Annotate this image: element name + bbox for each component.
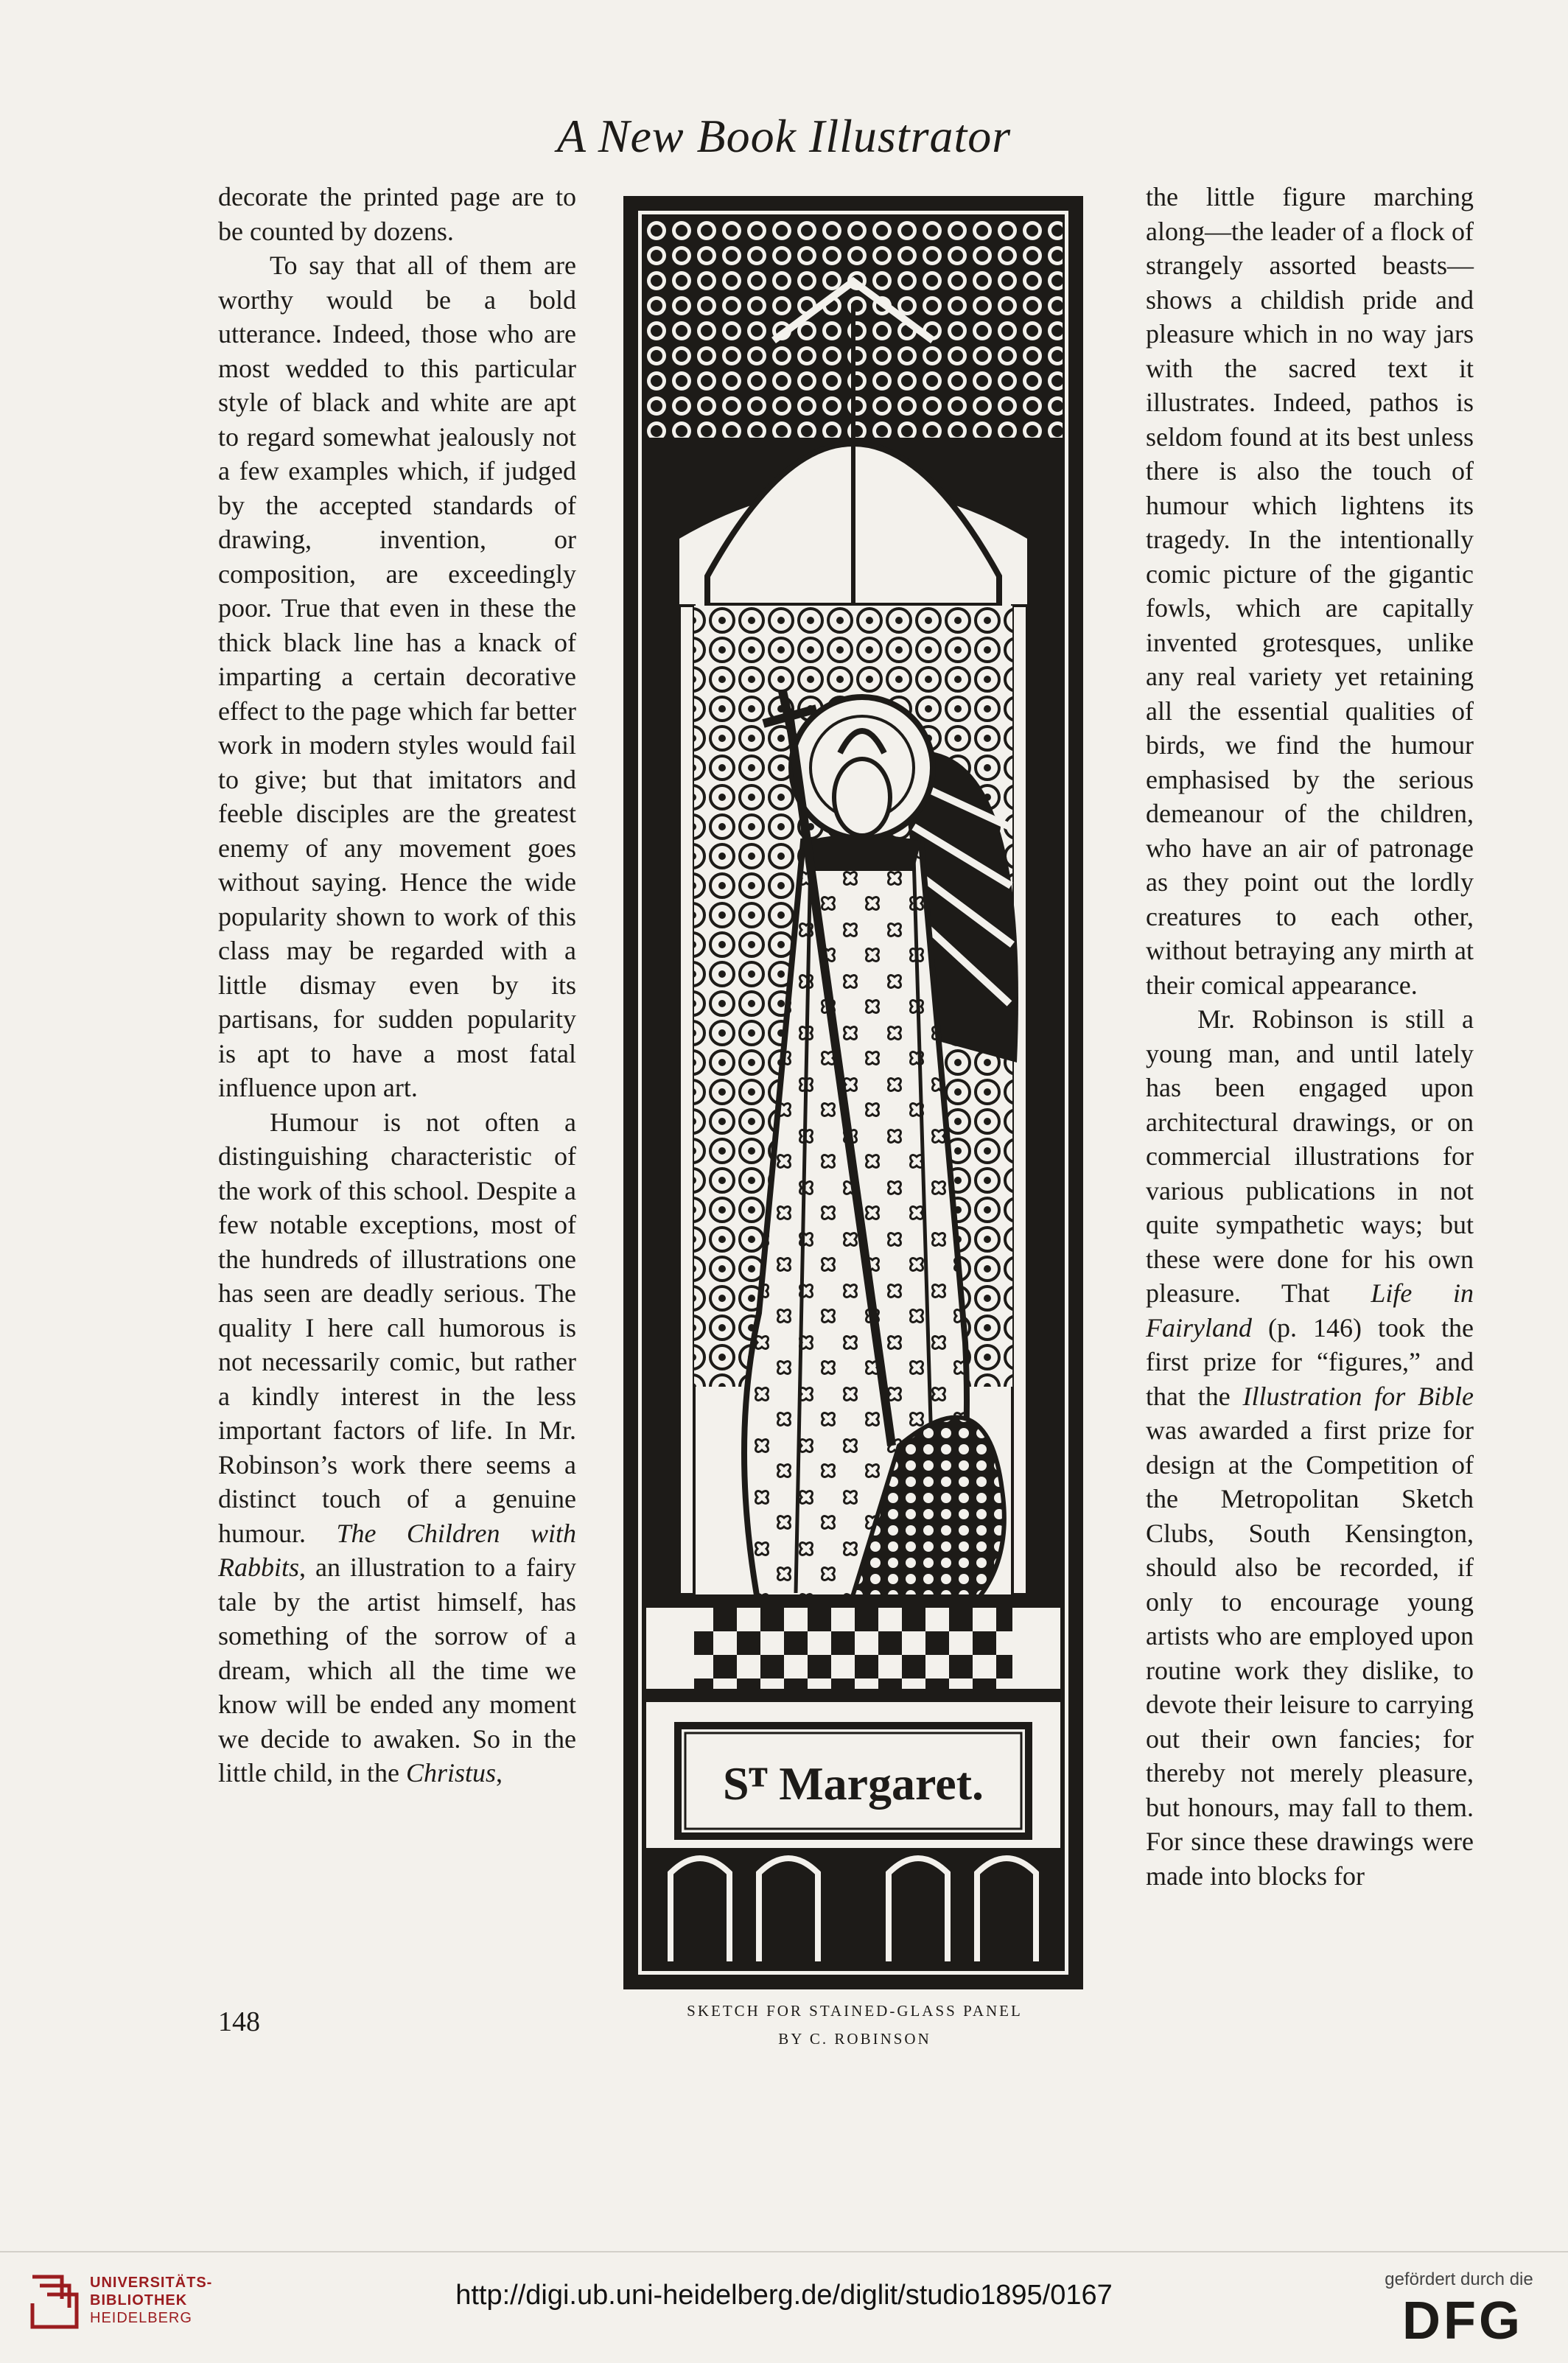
funding-note: gefördert durch die [1385, 2269, 1533, 2289]
stained-glass-panel-illustration [619, 193, 1088, 1992]
page-number: 148 [218, 2006, 260, 2037]
library-line2: BIBLIOTHEK [90, 2292, 188, 2308]
running-head: A New Book Illustrator [556, 110, 1012, 162]
plate-inscription: Sᵀ Margaret. [722, 1757, 984, 1810]
text-run: was awarded a first prize for design at the Competition of the Metropolitan Sketch Clubs, South Kensington, should also be recorded, if only to encourage young artists who are employed upon routine work they dislike, to devote their leisure to carrying out their own fancies; for thereby not merely pleasure, but honours, may fall to them. For since these drawings were made into blocks for [1146, 1415, 1474, 1891]
text-run: the little figure marching along—the leader of a flock of strangely assorted beasts—shows a childish pride and pleasure which in no way jars with the sacred text it illustrates. Indeed, pathos is seldom found at its best unless there is also the touch of humour which lightens its tragedy. In the intentionally comic picture of the gigantic fowls, which are capitally invented grotesques, unlike any real variety yet retaining all the essential qualities of birds, we find the humour emphasised by the serious demeanour of the children, who have an air of patronage as they point out the lordly creatures to each other, without betraying any mirth at their comical appearance. [1146, 182, 1474, 1000]
text-run: To say that all of them are worthy would be a bold utterance. Indeed, those who are most wedded to this particular style of black and white are apt to regard somewhat jealously not a few examples which, if judged by the accepted standards of drawing, invention, or composition, are exceedingly poor. True that even in these the thick black line has a knack of imparting a certain decorative effect to the page which far better work in modern styles would fail to give; but that imitators and feeble disciples are the greatest enemy of any movement goes without saying. Hence the wide popularity shown to work of this class may be regarded with a little dismay even by its partisans, for sudden popularity is apt to have a most fatal influence upon art. [218, 251, 576, 1102]
library-line3: HEIDELBERG [90, 2310, 192, 2326]
body-paragraph [218, 180, 576, 248]
text-run: , an illustration to a fairy tale by the artist himself, has something of the sorrow of a dream, which all the time we know will be ended any moment we decide to awaken. So in the little child, in the [218, 1552, 576, 1788]
text-run: decorate the printed page are to be counted by dozens. [218, 182, 576, 246]
text-run: Mr. Robinson is still a young man, and until lately has been engaged upon architectural drawings, or on commercial illustrations for various publications in not quite sympathetic ways; but these were done for his own pleasure. That [1146, 1004, 1474, 1308]
library-line1: UNIVERSITÄTS- [90, 2275, 213, 2291]
caption-credit: BY C. ROBINSON [778, 2030, 931, 2048]
dfg-logo-text: DFG [1402, 2296, 1523, 2343]
italic-title: Christus [405, 1758, 496, 1788]
permalink-url[interactable]: http://digi.ub.uni-heidelberg.de/diglit/studio1895/0167 [455, 2280, 1113, 2311]
caption-title: SKETCH FOR STAINED-GLASS PANEL [687, 2002, 1023, 2020]
italic-title: The Children with Rabbits [218, 1518, 576, 1582]
footer-divider [0, 2251, 1568, 2252]
body-paragraph [218, 1105, 576, 1790]
text-run: Humour is not often a distinguishing characteristic of the work of this school. Despite a few notable exceptions, most of the hundreds of illustrations one has seen are deadly serious. The quality I here call humorous is not necessarily comic, but rather a kindly interest in the less important factors of life. In Mr. Robinson’s work there seems a distinct touch of a genuine humour. [218, 1107, 576, 1548]
italic-title: Life in Fairyland [1146, 1278, 1474, 1342]
text-run: (p. 146) took the first prize for “figures,” and that the [1146, 1312, 1474, 1411]
figure-caption [604, 1997, 1105, 2053]
body-paragraph [1146, 1002, 1474, 1893]
left-text-column [218, 180, 576, 1790]
right-text-column [1146, 180, 1474, 1893]
body-paragraph [1146, 180, 1474, 1002]
body-paragraph [218, 248, 576, 1105]
text-run: , [496, 1758, 503, 1788]
italic-title: Illustration for Bible [1242, 1381, 1474, 1411]
dfg-logo-icon [1385, 2296, 1540, 2343]
